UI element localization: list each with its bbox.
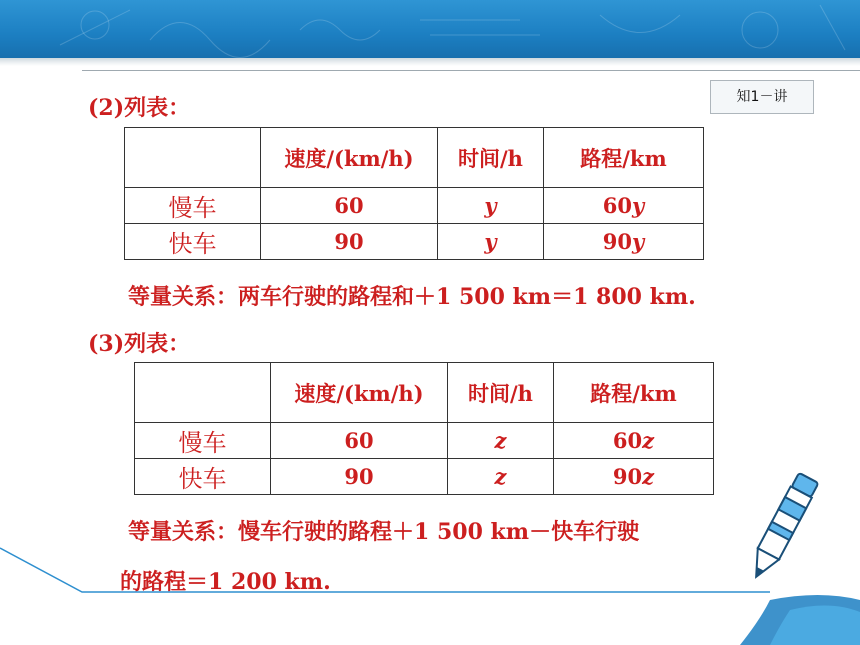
speed-cell: 90	[261, 224, 438, 260]
table-header-cell: 时间/h	[438, 128, 544, 188]
distance-number: 90	[612, 464, 643, 489]
section2-relation: 等量关系：两车行驶的路程和＋1 500 km＝1 800 km.	[128, 284, 696, 310]
row-label: 快车	[135, 459, 271, 495]
distance-variable: y	[632, 229, 645, 254]
table-header-cell: 路程/km	[544, 128, 704, 188]
section3-heading: (3)列表：	[88, 331, 191, 357]
row-label: 慢车	[125, 188, 261, 224]
row-label: 快车	[125, 224, 261, 260]
time-cell: z	[448, 423, 554, 459]
row-label: 慢车	[135, 423, 271, 459]
section2-heading: (2)列表：	[88, 95, 191, 121]
distance-variable: z	[642, 464, 655, 489]
lesson-badge: 知1－讲	[710, 80, 814, 114]
table-header-cell: 速度/(km/h)	[271, 363, 448, 423]
table-header-cell: 路程/km	[554, 363, 714, 423]
time-cell: y	[438, 224, 544, 260]
speed-cell: 90	[271, 459, 448, 495]
time-cell: z	[448, 459, 554, 495]
table-header-cell: 速度/(km/h)	[261, 128, 438, 188]
distance-variable: y	[632, 193, 645, 218]
distance-number: 90	[602, 229, 633, 254]
speed-cell: 60	[261, 188, 438, 224]
distance-number: 60	[612, 428, 643, 453]
distance-variable: z	[642, 428, 655, 453]
time-cell: y	[438, 188, 544, 224]
speed-cell: 60	[271, 423, 448, 459]
distance-number: 60	[602, 193, 633, 218]
section3-relation-line1: 等量关系：慢车行驶的路程＋1 500 km－快车行驶	[128, 519, 640, 545]
table-header-cell: 时间/h	[448, 363, 554, 423]
section3-relation-line2: 的路程＝1 200 km.	[120, 569, 331, 595]
